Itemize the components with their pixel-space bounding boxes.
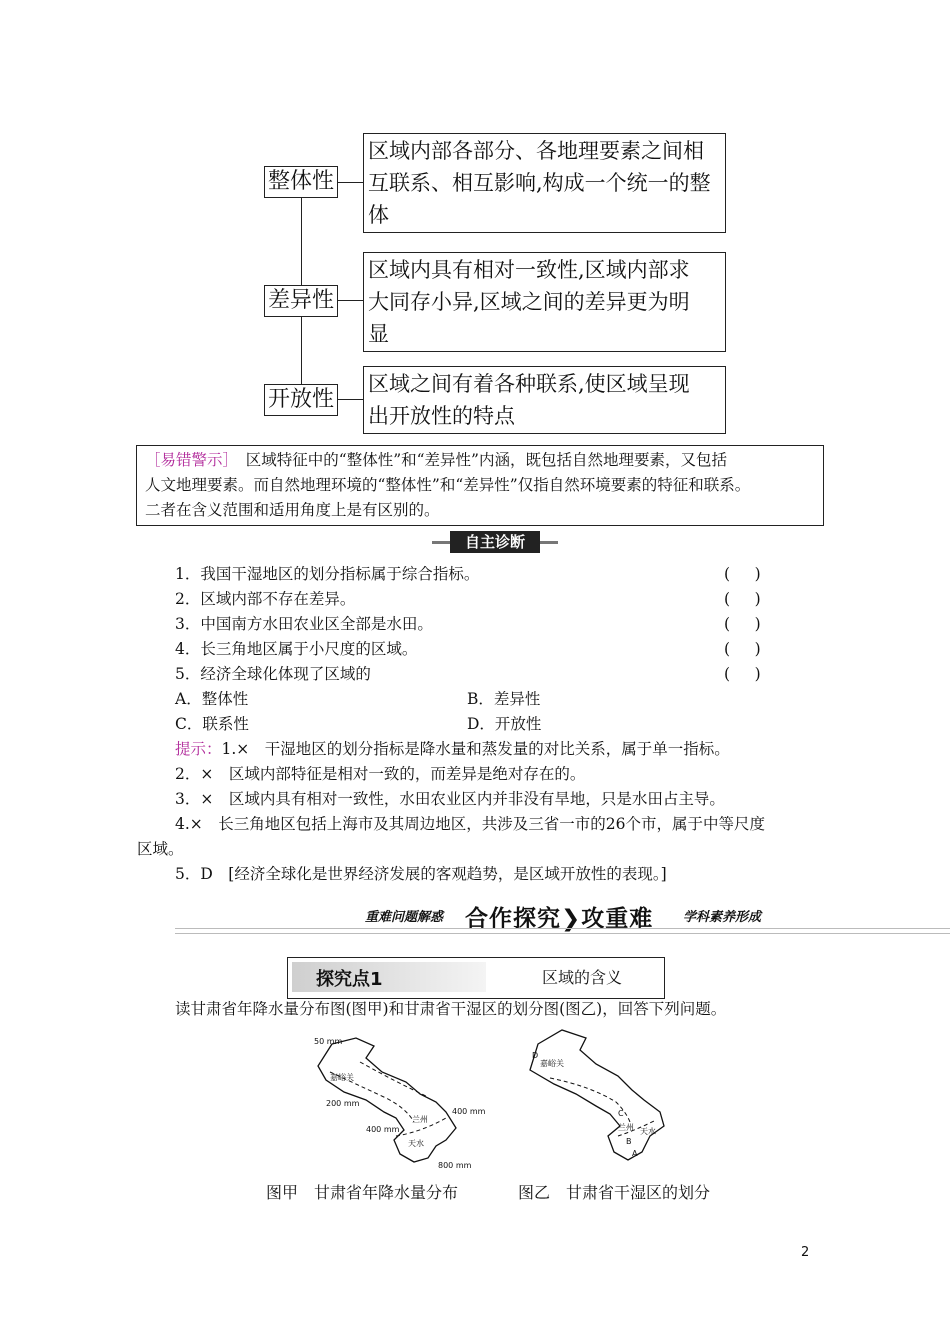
question-prompt: 读甘肃省年降水量分布图(图甲)和甘肃省干湿区的划分图(图乙)，回答下列问题。: [175, 1000, 727, 1018]
map-b-label: 天水: [640, 1127, 656, 1136]
gansu-outline: [530, 1030, 664, 1160]
map-a-label: 天水: [408, 1139, 424, 1148]
hint-4: 4.× 长三角地区包括上海市及其周边地区，共涉及三省一市的26个市，属于中等尺度: [175, 815, 766, 833]
option-a: A．整体性: [175, 690, 249, 708]
warning-box: [136, 445, 824, 526]
map-a-label: 嘉峪关: [330, 1073, 354, 1082]
map-a-label: 200 mm: [326, 1099, 360, 1108]
question-3: 3．中国南方水田农业区全部是水田。: [175, 615, 433, 633]
feature-desc-difference: 区域内具有相对一致性,区域内部求 大同存小异,区域之间的差异更为明 显: [363, 252, 726, 352]
section-left-label: 重难问题解惑: [365, 910, 444, 925]
answer-paren: ( ): [724, 615, 761, 633]
inquiry-point-box: [287, 957, 665, 999]
warning-tag: ［易错警示］: [145, 451, 231, 469]
connector-dash: [338, 182, 364, 183]
answer-paren: ( ): [724, 565, 761, 583]
hint-tag: 提示：: [175, 740, 222, 758]
section-right-label: 学科素养形成: [683, 910, 762, 925]
section-main-title: 合作探究❯攻重难: [465, 906, 654, 932]
hint-5: 5．D [经济全球化是世界经济发展的客观趋势，是区域开放性的表现。]: [175, 865, 667, 883]
question-5: 5．经济全球化体现了区域的: [175, 665, 371, 683]
answer-paren: ( ): [724, 665, 761, 683]
warning-line: 二者在含义范围和适用角度上是有区别的。: [145, 501, 440, 519]
hint-3: 3．× 区域内具有相对一致性，水田农业区内并非没有旱地，只是水田占主导。: [175, 790, 725, 808]
connector-dash: [338, 399, 364, 400]
map-b-label: D: [532, 1051, 539, 1060]
answer-paren: ( ): [724, 590, 761, 608]
connector-dash: [338, 300, 364, 301]
question-1: 1．我国干湿地区的划分指标属于综合指标。: [175, 565, 480, 583]
map-b-label: 嘉峪关: [540, 1059, 564, 1068]
map-a-label: 400 mm: [452, 1107, 486, 1116]
feature-label-difference: 差异性: [264, 285, 338, 317]
feature-label-integrity: 整体性: [264, 166, 338, 198]
feature-label-openness: 开放性: [264, 384, 338, 416]
inquiry-point-title: 区域的含义: [542, 968, 623, 987]
option-b: B．差异性: [467, 690, 541, 708]
hint-2: 2．× 区域内部特征是相对一致的，而差异是绝对存在的。: [175, 765, 586, 783]
warning-line: 人文地理要素。而自然地理环境的“整体性”和“差异性”仅指自然环境要素的特征和联系。: [145, 476, 751, 494]
warning-line: 区域特征中的“整体性”和“差异性”内涵，既包括自然地理要素，又包括: [245, 451, 727, 469]
map-dry-wet-regions: [510, 1026, 700, 1166]
section-header: [175, 900, 950, 930]
page-number: 2: [801, 1245, 810, 1260]
option-d: D．开放性: [467, 715, 542, 733]
map-b-caption: 图乙 甘肃省干湿区的划分: [518, 1183, 711, 1202]
inquiry-point-label: 探究点1: [316, 969, 383, 990]
self-diagnosis-title: 自主诊断: [450, 531, 540, 553]
answer-paren: ( ): [724, 640, 761, 658]
map-a-caption: 图甲 甘肃省年降水量分布: [266, 1183, 459, 1202]
map-a-label: 50 mm: [314, 1037, 343, 1046]
self-diagnosis-banner: [432, 531, 558, 553]
map-b-label: C: [618, 1109, 624, 1118]
map-a-label: 400 mm: [366, 1125, 400, 1134]
map-a-label: 兰州: [412, 1115, 428, 1124]
option-c: C．联系性: [175, 715, 249, 733]
hint-4-cont: 区域。: [137, 840, 184, 858]
map-b-label: A: [632, 1149, 638, 1158]
map-b-label: 兰州: [618, 1123, 634, 1132]
feature-desc-integrity: 区域内部各部分、各地理要素之间相 互联系、相互影响,构成一个统一的整 体: [363, 133, 726, 233]
feature-desc-openness: 区域之间有着各种联系,使区域呈现 出开放性的特点: [363, 366, 726, 434]
map-b-label: B: [626, 1137, 632, 1146]
hint-1: 提示：1.× 干湿地区的划分指标是降水量和蒸发量的对比关系，属于单一指标。: [175, 740, 730, 758]
map-precipitation: [296, 1032, 496, 1172]
map-a-label: 800 mm: [438, 1161, 472, 1170]
question-4: 4．长三角地区属于小尺度的区域。: [175, 640, 418, 658]
question-2: 2．区域内部不存在差异。: [175, 590, 356, 608]
